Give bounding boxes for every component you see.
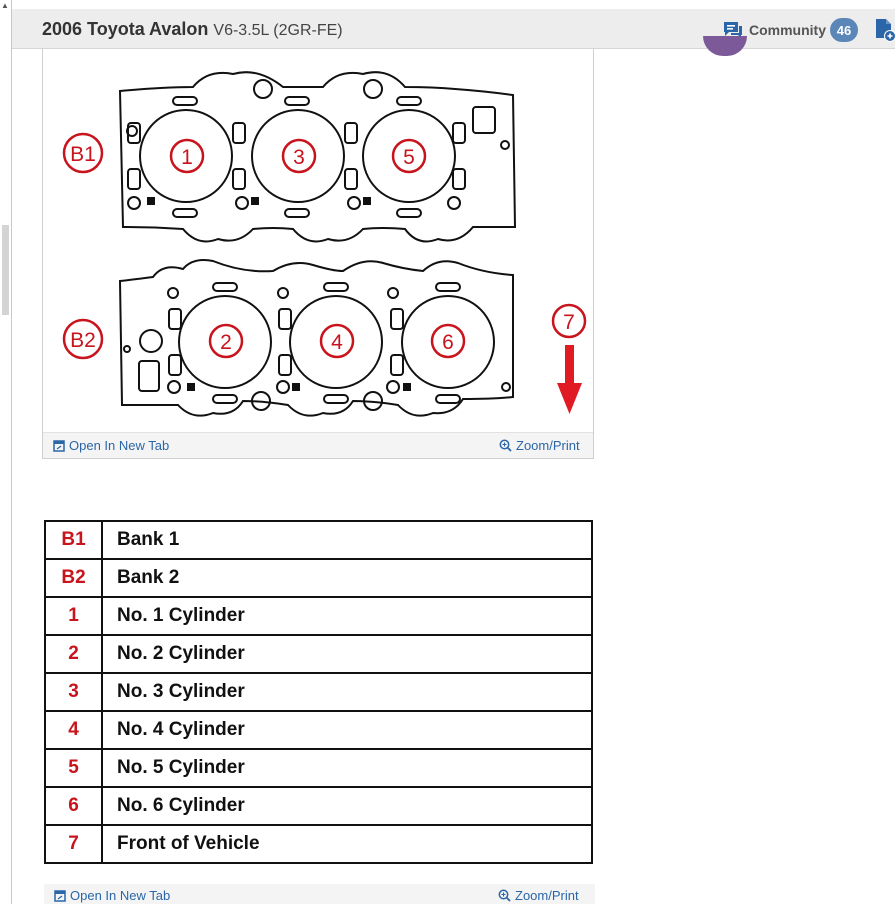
bank2-callout [64, 320, 102, 358]
bank1-label: B1 [70, 143, 96, 166]
page-title [42, 19, 343, 40]
legend-code: 1 [45, 597, 102, 635]
cylinder-4-label: 4 [331, 331, 343, 354]
open-in-new-tab-link[interactable] [53, 438, 169, 453]
cylinder-3-label: 3 [293, 146, 305, 169]
document-share-icon[interactable] [874, 18, 895, 42]
open-in-new-tab-label: Open In New Tab [70, 888, 171, 903]
cylinder-5-callout [393, 140, 425, 172]
cylinder-5-label: 5 [403, 146, 415, 169]
vehicle-header [12, 9, 895, 49]
table-row [45, 711, 592, 749]
cylinder-2-label: 2 [220, 331, 232, 354]
legend-description: No. 4 Cylinder [102, 711, 592, 749]
table-row [45, 635, 592, 673]
legend-code: B1 [45, 521, 102, 559]
cylinder-4-callout [321, 325, 353, 357]
legend-code: B2 [45, 559, 102, 597]
legend-description: No. 1 Cylinder [102, 597, 592, 635]
open-in-new-tab-label: Open In New Tab [69, 438, 170, 453]
user-avatar[interactable] [703, 36, 747, 56]
front-arrow-icon [557, 345, 582, 414]
community-count-badge: 46 [830, 18, 858, 42]
zoom-print-label: Zoom/Print [516, 438, 580, 453]
scroll-up-icon[interactable]: ▲ [1, 1, 9, 10]
legend-description: Bank 2 [102, 559, 592, 597]
zoom-icon [498, 889, 511, 902]
open-new-tab-icon [53, 440, 65, 452]
diagram-card-footer [43, 432, 593, 458]
bank1-callout [64, 134, 102, 172]
page-scrollbar[interactable] [0, 0, 12, 904]
table-card-footer [44, 884, 595, 904]
legend-description: No. 5 Cylinder [102, 749, 592, 787]
table-row [45, 787, 592, 825]
cylinder-6-callout [432, 325, 464, 357]
legend-description: No. 6 Cylinder [102, 787, 592, 825]
bank2-label: B2 [70, 329, 96, 352]
cylinder-legend-table [44, 520, 593, 864]
vehicle-name: 2006 Toyota Avalon [42, 19, 209, 39]
open-in-new-tab-link[interactable] [54, 888, 170, 903]
engine-spec: V6-3.5L (2GR-FE) [213, 22, 343, 39]
community-label: Community [749, 22, 826, 38]
front-of-vehicle-callout [553, 305, 585, 414]
cylinder-3-callout [283, 140, 315, 172]
legend-code: 7 [45, 825, 102, 863]
table-row [45, 825, 592, 863]
legend-description: Bank 1 [102, 521, 592, 559]
zoom-print-link[interactable] [498, 888, 579, 903]
cylinder-1-label: 1 [181, 146, 193, 169]
table-row [45, 521, 592, 559]
table-row [45, 673, 592, 711]
cylinder-6-label: 6 [442, 331, 454, 354]
cylinder-1-callout [171, 140, 203, 172]
scrollbar-thumb[interactable] [2, 225, 9, 315]
table-row [45, 559, 592, 597]
zoom-print-label: Zoom/Print [515, 888, 579, 903]
legend-description: No. 3 Cylinder [102, 673, 592, 711]
zoom-print-link[interactable] [499, 438, 580, 453]
cylinder-layout-diagram [43, 49, 595, 433]
open-new-tab-icon [54, 890, 66, 902]
table-row [45, 749, 592, 787]
legend-code: 2 [45, 635, 102, 673]
table-row [45, 597, 592, 635]
legend-code: 3 [45, 673, 102, 711]
legend-code: 4 [45, 711, 102, 749]
legend-description: Front of Vehicle [102, 825, 592, 863]
legend-code: 5 [45, 749, 102, 787]
cylinder-2-callout [210, 325, 242, 357]
cylinder-diagram-card [42, 49, 594, 459]
front-label: 7 [563, 311, 575, 334]
legend-code: 6 [45, 787, 102, 825]
zoom-icon [499, 439, 512, 452]
legend-description: No. 2 Cylinder [102, 635, 592, 673]
